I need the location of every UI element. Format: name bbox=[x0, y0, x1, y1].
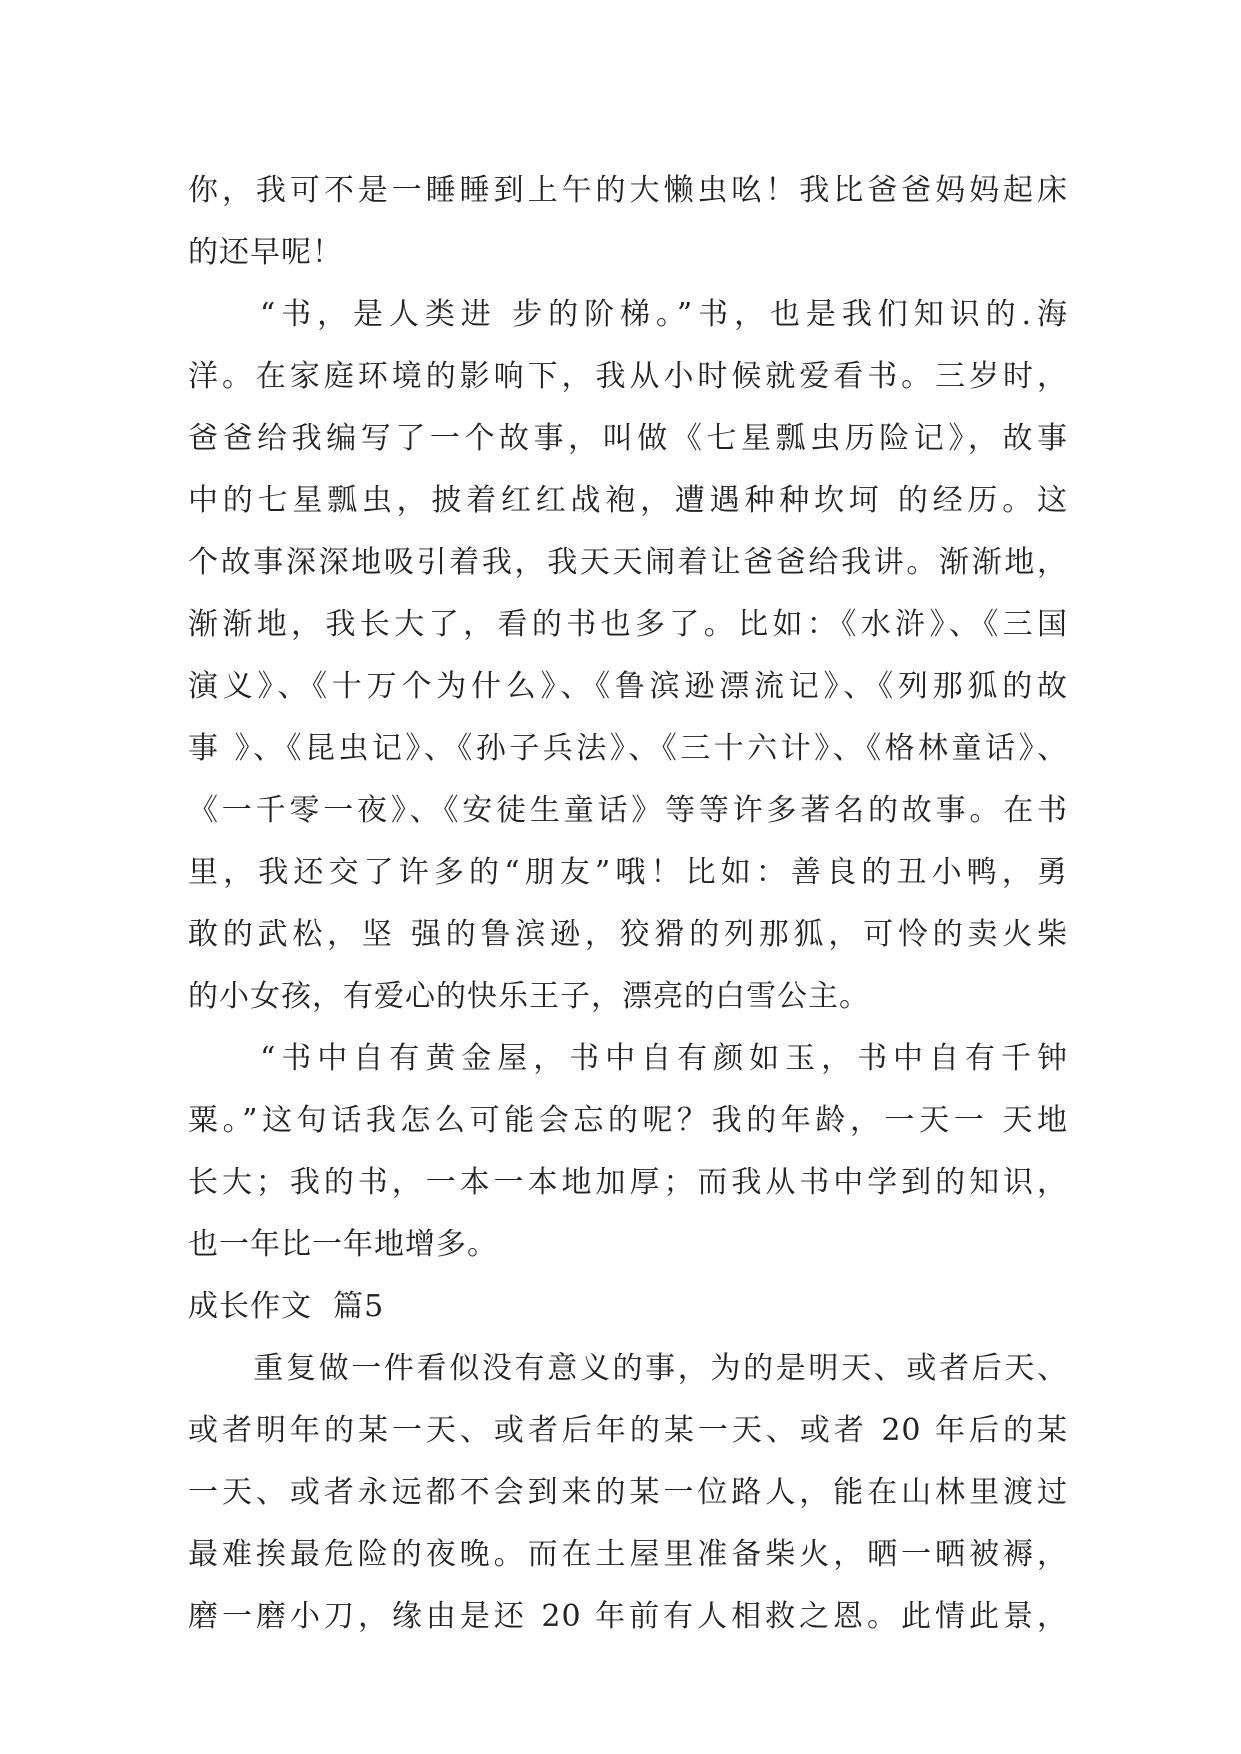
text-line: 一天、或者永远都不会到来的某一位路人，能在山林里渡过 bbox=[188, 1475, 1068, 1510]
text-line: 你，我可不是一睡睡到上午的大懒虫吆！我比爸爸妈妈起床 bbox=[188, 173, 1068, 208]
paragraph-4 bbox=[188, 1338, 1068, 1648]
text-line: 或者明年的某一天、或者后年的某一天、或者 20 年后的某 bbox=[188, 1413, 1068, 1448]
text-line: 里，我还交了许多的“朋友”哦！比如：善良的丑小鸭，勇 bbox=[188, 855, 1068, 890]
text-line: 爸爸给我编写了一个故事，叫做《七星瓢虫历险记》，故事 bbox=[188, 421, 1068, 456]
text-line: 渐渐地，我长大了，看的书也多了。比如：《水浒》、《三国 bbox=[188, 607, 1068, 642]
text-line: 最难挨最危险的夜晚。而在土屋里准备柴火，晒一晒被褥， bbox=[188, 1537, 1068, 1572]
text-line: 的还早呢！ bbox=[188, 235, 343, 270]
paragraph-3 bbox=[188, 1028, 1068, 1276]
text-line: 洋。在家庭环境的影响下，我从小时候就爱看书。三岁时， bbox=[188, 359, 1068, 394]
text-line: 长大；我的书，一本一本地加厚；而我从书中学到的知识， bbox=[188, 1165, 1068, 1200]
text-line: 《一千零一夜》、《安徒生童话》等等许多著名的故事。在书 bbox=[188, 793, 1068, 828]
text-line: 演义》、《十万个为什么》、《鲁滨逊漂流记》、《列那狐的故 bbox=[188, 669, 1068, 704]
section-heading: 成长作文 篇5 bbox=[188, 1289, 385, 1324]
text-line: 磨一磨小刀，缘由是还 20 年前有人相救之恩。此情此景， bbox=[188, 1599, 1068, 1634]
text-line: 也一年比一年地增多。 bbox=[188, 1227, 498, 1262]
text-line: 粟。”这句话我怎么可能会忘的呢？我的年龄，一天一 天地 bbox=[188, 1103, 1068, 1138]
text-line: 个故事深深地吸引着我，我天天闹着让爸爸给我讲。渐渐地， bbox=[188, 545, 1068, 580]
text-line: 中的七星瓢虫，披着红红战袍，遭遇种种坎坷 的经历。这 bbox=[188, 483, 1068, 518]
text-line: 的小女孩，有爱心的快乐王子，漂亮的白雪公主。 bbox=[188, 979, 870, 1014]
text-line: 事 》、《昆虫记》、《孙子兵法》、《三十六计》、《格林童话》、 bbox=[188, 731, 1068, 766]
paragraph-1 bbox=[188, 160, 1068, 284]
text-line: 重复做一件看似没有意义的事，为的是明天、或者后天、 bbox=[188, 1351, 1068, 1386]
document-body bbox=[188, 160, 1068, 1648]
text-line: 敢的武松，坚 强的鲁滨逊，狡猾的列那狐，可怜的卖火柴 bbox=[188, 917, 1068, 952]
text-line: “书中自有黄金屋，书中自有颜如玉，书中自有千钟 bbox=[188, 1041, 1068, 1076]
text-line: “书，是人类进 步的阶梯。”书，也是我们知识的.海 bbox=[188, 297, 1068, 332]
paragraph-2 bbox=[188, 284, 1068, 1028]
